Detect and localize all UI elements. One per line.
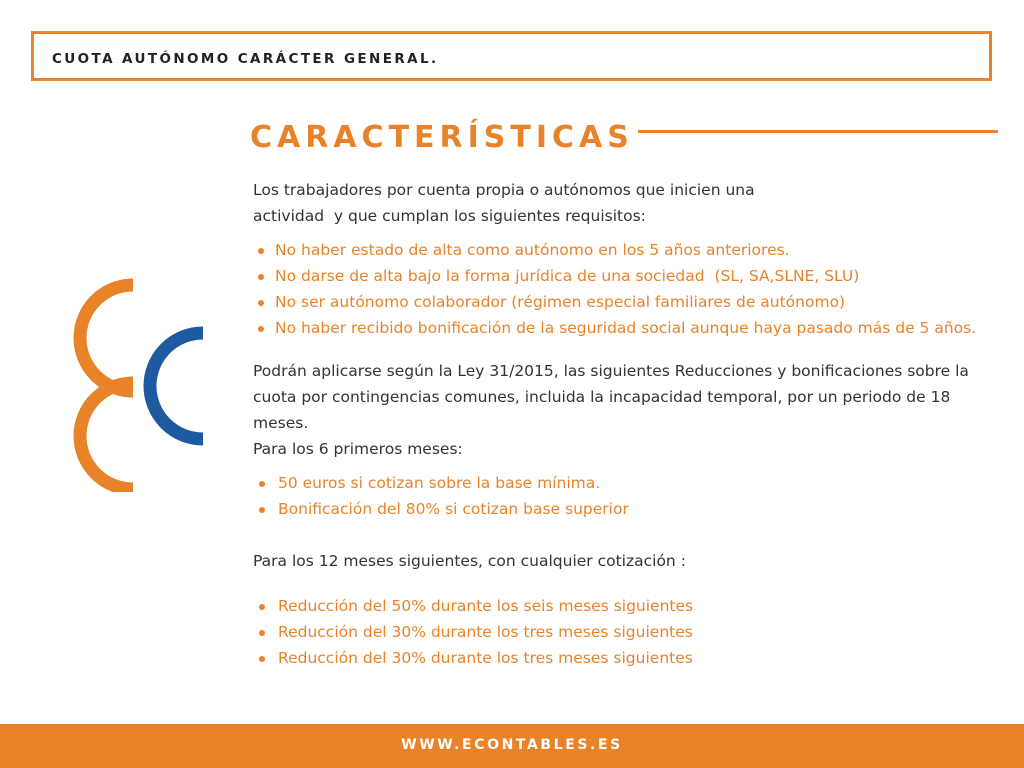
main-content bbox=[253, 177, 1013, 671]
next-months-list bbox=[253, 593, 1013, 671]
logo-blue-arc bbox=[150, 333, 203, 439]
first-months-label: Para los 6 primeros meses: bbox=[253, 440, 463, 458]
list-item: Reducción del 30% durante los tres meses siguientes bbox=[253, 645, 1013, 671]
intro-line-1: Los trabajadores por cuenta propia o autónomos que inicien una bbox=[253, 181, 755, 199]
list-item: Reducción del 50% durante los seis meses siguientes bbox=[253, 593, 1013, 619]
logo-orange-lower-arc bbox=[80, 383, 133, 489]
intro-line-2: actividad y que cumplan los siguientes requisitos: bbox=[253, 207, 646, 225]
header-title: CUOTA AUTÓNOMO CARÁCTER GENERAL. bbox=[52, 51, 439, 67]
list-item: No darse de alta bajo la forma jurídica de una sociedad (SL, SA,SLNE, SLU) bbox=[253, 263, 1013, 289]
footer-url: WWW.ECONTABLES.ES bbox=[401, 737, 623, 753]
reductions-paragraph: Podrán aplicarse según la Ley 31/2015, las siguientes Reducciones y bonificaciones sobre la cuota por contingencias comunes, incluida la incapacidad temporal, por un periodo de 18 meses. bbox=[253, 362, 969, 432]
list-item: No ser autónomo colaborador (régimen especial familiares de autónomo) bbox=[253, 289, 1013, 315]
list-item: No haber estado de alta como autónomo en los 5 años anteriores. bbox=[253, 237, 1013, 263]
next-months-label: Para los 12 meses siguientes, con cualquier cotización : bbox=[253, 552, 686, 570]
list-item: No haber recibido bonificación de la seguridad social aunque haya pasado más de 5 años. bbox=[253, 315, 985, 341]
title-rule bbox=[638, 130, 998, 133]
section-title: CARACTERÍSTICAS bbox=[250, 120, 634, 155]
list-item: Reducción del 30% durante los tres meses siguientes bbox=[253, 619, 1013, 645]
requirements-list bbox=[253, 237, 1013, 341]
header-box bbox=[31, 31, 992, 81]
footer-bar bbox=[0, 724, 1024, 768]
logo-orange-upper-arc bbox=[80, 285, 133, 391]
list-item: 50 euros si cotizan sobre la base mínima. bbox=[253, 470, 1013, 496]
first-months-list bbox=[253, 470, 1013, 522]
list-item: Bonificación del 80% si cotizan base superior bbox=[253, 496, 1013, 522]
econtables-logo-icon bbox=[60, 277, 210, 492]
